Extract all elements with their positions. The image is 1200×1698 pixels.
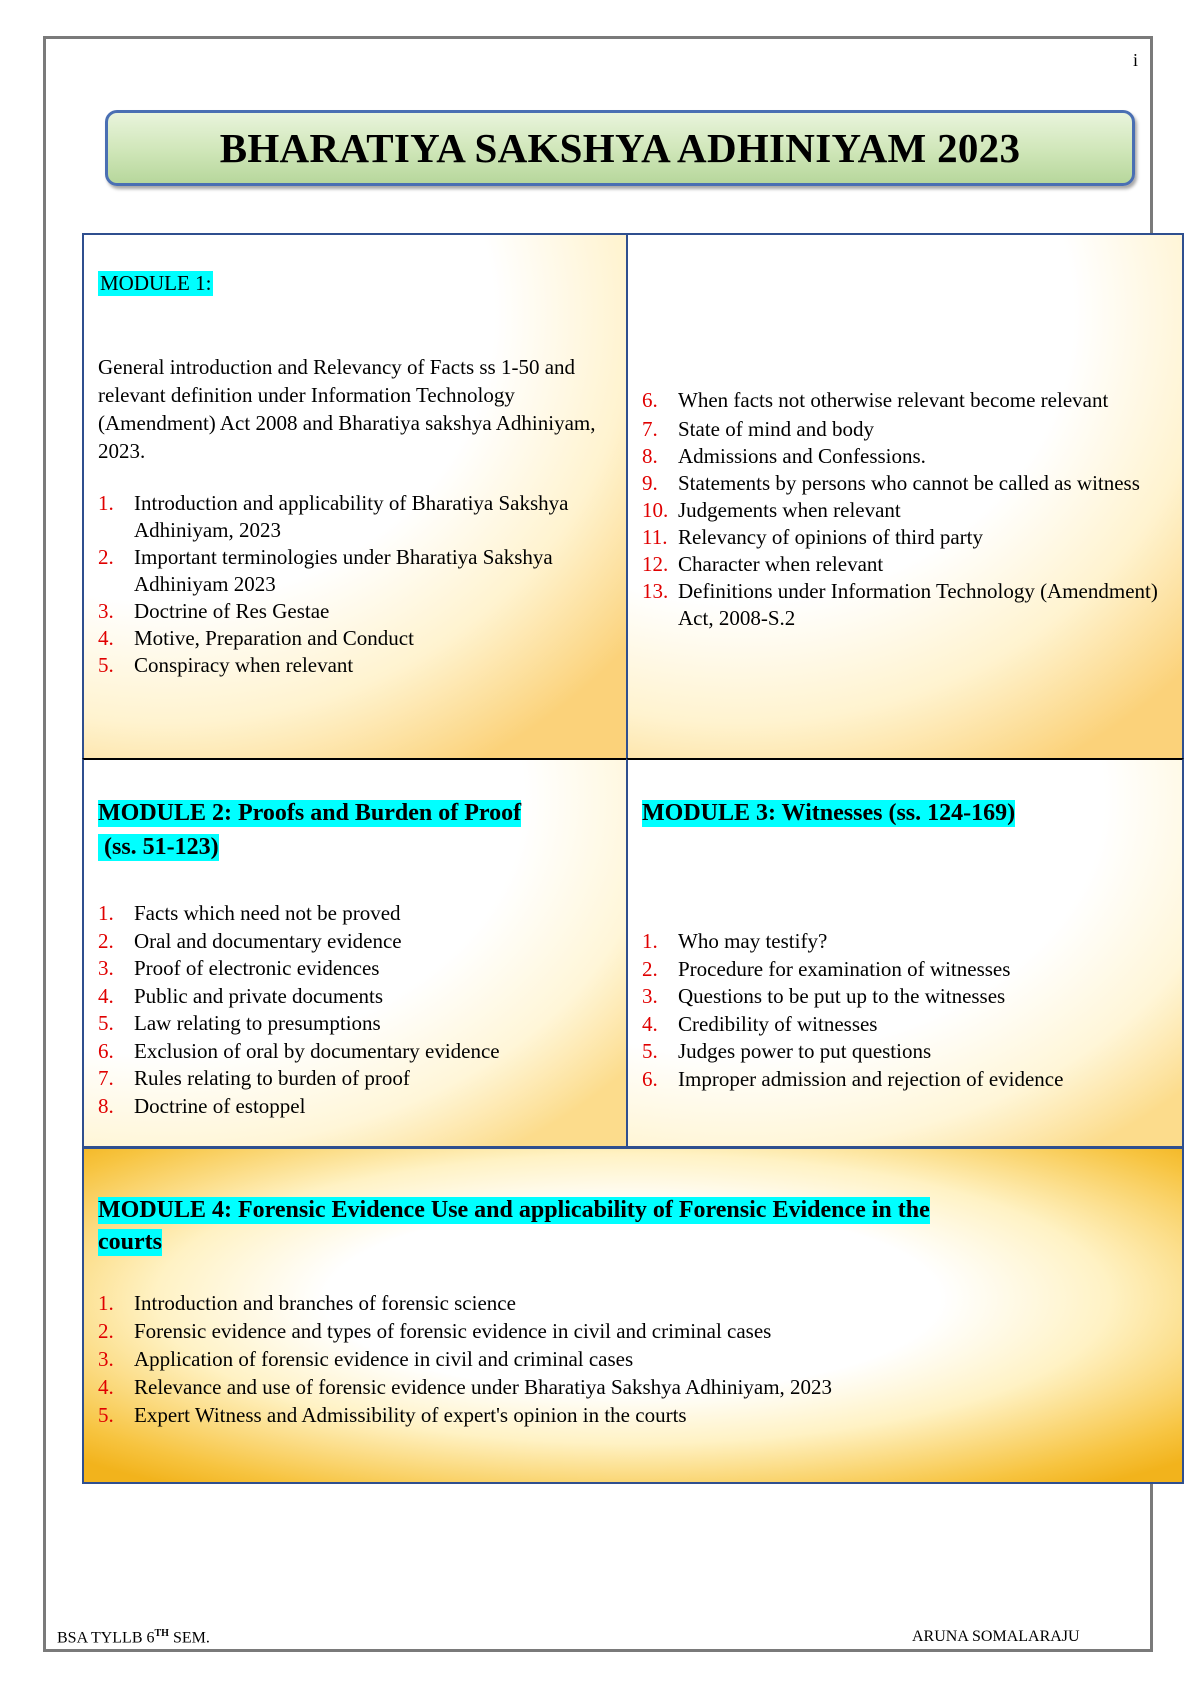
module2-heading: MODULE 2: Proofs and Burden of Proof	[98, 800, 522, 826]
list-item: 4. Public and private documents	[98, 983, 384, 1008]
list-item: 4. Motive, Preparation and Conduct	[98, 626, 414, 650]
list-item: 4. Relevance and use of forensic evidence under Bharatiya Sakshya Adhiniyam, 2023	[98, 1375, 833, 1399]
list-item: 1. Facts which need not be proved	[98, 901, 401, 925]
module1-cell	[82, 233, 628, 760]
module4-heading: MODULE 4: Forensic Evidence Use and applicability of Forensic Evidence in the	[98, 1197, 930, 1223]
module4-list	[98, 1289, 1158, 1429]
list-item: 5. Law relating to presumptions	[98, 1011, 381, 1035]
list-item: 3. Proof of electronic evidences	[98, 956, 380, 980]
module4-cell	[82, 1146, 1184, 1484]
list-item: 12. Character when relevant	[642, 552, 884, 576]
list-item: 10. Judgements when relevant	[642, 498, 901, 522]
module1-continued-cell	[626, 233, 1184, 760]
list-item: 1. Introduction and applicability of Bharatiya Sakshya Adhiniyam, 2023	[98, 491, 569, 542]
list-item: 6. Improper admission and rejection of evidence	[642, 1066, 1064, 1091]
module1-list	[98, 490, 613, 679]
page-title: BHARATIYA SAKSHYA ADHINIYAM 2023	[219, 125, 1021, 171]
module2-cell	[82, 758, 628, 1148]
list-item: 5. Conspiracy when relevant	[98, 653, 354, 677]
module4-heading-courts: courts	[98, 1229, 162, 1255]
module2-heading-sections: (ss. 51-123)	[98, 834, 219, 861]
footer-author: ARUNA SOMALARAJU	[912, 1628, 1080, 1645]
list-item: 8. Doctrine of estoppel	[98, 1093, 306, 1118]
title-banner	[105, 110, 1135, 186]
module1-continued-list	[642, 385, 1177, 632]
list-item: 4. Credibility of witnesses	[642, 1011, 878, 1036]
module1-heading: MODULE 1:	[100, 271, 212, 295]
list-item: 11. Relevancy of opinions of third party	[642, 525, 984, 549]
list-item: 1. Introduction and branches of forensic science	[98, 1291, 516, 1315]
list-item: 7. Rules relating to burden of proof	[98, 1066, 410, 1090]
list-item: 2. Important terminologies under Bharatiya Sakshya Adhiniyam 2023	[98, 545, 553, 596]
list-item: 9. Statements by persons who cannot be called as witness	[642, 471, 1140, 495]
module3-heading: MODULE 3: Witnesses (ss. 124-169)	[642, 800, 1016, 826]
list-item: 2. Forensic evidence and types of forensic evidence in civil and criminal cases	[98, 1319, 772, 1343]
list-item: 3. Application of forensic evidence in civil and criminal cases	[98, 1347, 634, 1371]
list-item: 2. Oral and documentary evidence	[98, 928, 402, 953]
page-number: i	[1133, 50, 1139, 70]
module3-cell	[626, 758, 1184, 1148]
list-item: 7. State of mind and body	[642, 417, 874, 441]
list-item: 6. When facts not otherwise relevant become relevant	[642, 388, 1109, 412]
list-item: 2. Procedure for examination of witnesses	[642, 956, 1011, 981]
list-item: 13. Definitions under Information Technology (Amendment) Act, 2008-S.2	[642, 579, 1158, 630]
list-item: 5. Expert Witness and Admissibility of expert's opinion in the courts	[98, 1403, 687, 1427]
list-item: 3. Questions to be put up to the witnesses	[642, 984, 1006, 1008]
list-item: 3. Doctrine of Res Gestae	[98, 599, 330, 623]
list-item: 6. Exclusion of oral by documentary evidence	[98, 1038, 500, 1063]
module3-list	[642, 928, 1177, 1093]
list-item: 5. Judges power to put questions	[642, 1039, 932, 1063]
list-item: 1. Who may testify?	[642, 929, 828, 953]
list-item: 8. Admissions and Confessions.	[642, 444, 926, 468]
footer-course: BSA TYLLB 6TH SEM.	[57, 1628, 210, 1647]
module2-list	[98, 900, 613, 1120]
module1-intro: General introduction and Relevancy of Facts ss 1-50 and relevant definition under Information Technology (Amendment) Act 2008 and Bharatiya sakshya Adhiniyam, 2023.	[98, 355, 596, 463]
